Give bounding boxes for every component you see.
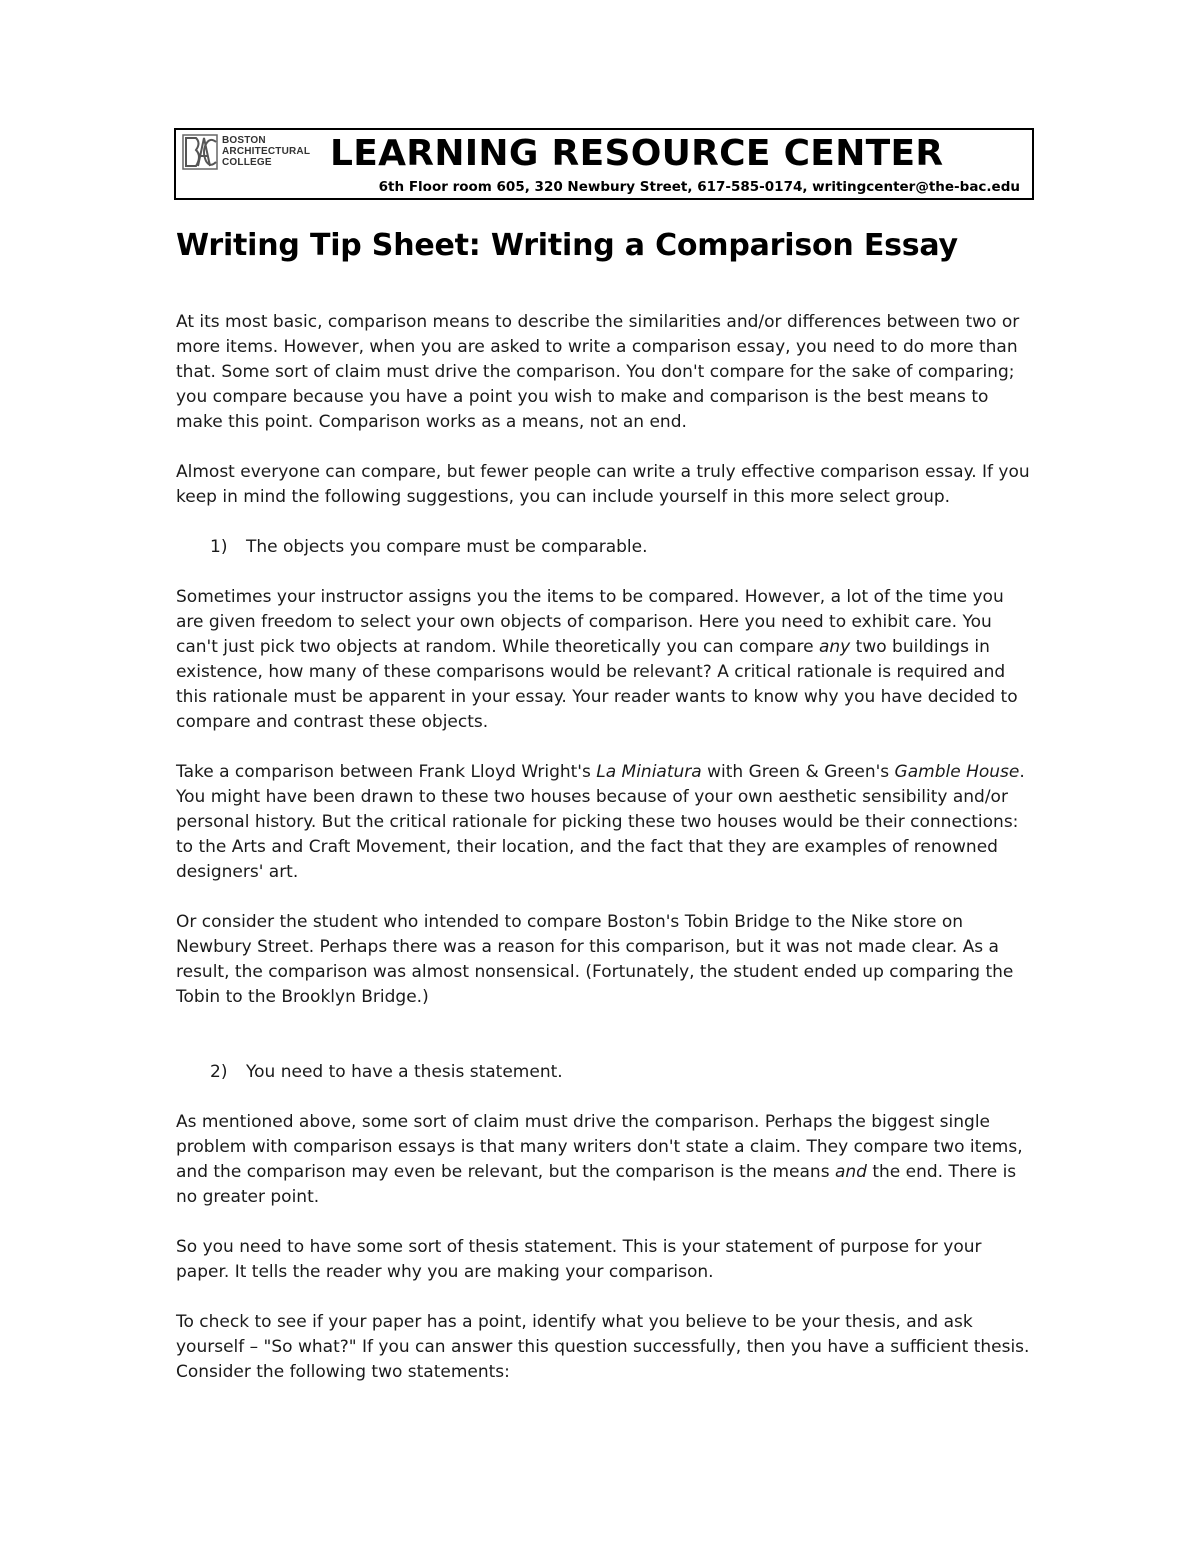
- list-item-number: 2): [210, 1062, 228, 1082]
- center-title: LEARNING RESOURCE CENTER: [330, 133, 944, 174]
- item2-paragraph-2: So you need to have some sort of thesis statement. This is your statement of purpose for your paper. It tells the reader why you are making your comparison.: [176, 1237, 982, 1282]
- document-title: Writing Tip Sheet: Writing a Comparison Essay: [176, 228, 958, 263]
- item2-paragraph-1: As mentioned above, some sort of claim must drive the comparison. Perhaps the biggest single problem with comparison essays is that many writers don't state a claim. They compare two items, and the comparison may even be relevant, but the comparison is the means and the end. There is no greater point.: [176, 1112, 1023, 1207]
- item1-paragraph-3: Or consider the student who intended to compare Boston's Tobin Bridge to the Nike store on Newbury Street. Perhaps there was a reason for this comparison, but it was not made clear. As a result, the comparison was almost nonsensical. (Fortunately, the student ended up comparing the Tobin to the Brooklyn Bridge.): [176, 912, 1014, 1007]
- center-contact-info: 6th Floor room 605, 320 Newbury Street, 617-585-0174, writingcenter@the-bac.edu: [378, 179, 1020, 195]
- bac-logo-icon: [182, 134, 218, 170]
- logo-text: BOSTON ARCHITECTURAL COLLEGE: [222, 135, 311, 168]
- item1-paragraph-2: Take a comparison between Frank Lloyd Wright's La Miniatura with Green & Green's Gamble House. You might have been drawn to these two houses because of your own aesthetic sensibility and/or personal history. But the critical rationale for picking these two houses would be their connections: to the Arts and Craft Movement, their location, and the fact that they are examples of renowned designers' art.: [176, 762, 1025, 882]
- list-item-2: [210, 1060, 1032, 1085]
- intro-paragraph-1: At its most basic, comparison means to describe the similarities and/or differences between two or more items. However, when you are asked to write a comparison essay, you need to do more than that. Some sort of claim must drive the comparison. You don't compare for the sake of comparing; you compare because you have a point you wish to make and comparison is the best means to make this point. Comparison works as a means, not an end.: [176, 312, 1020, 432]
- header-box: [174, 128, 1034, 200]
- section-spacer: [176, 1035, 1032, 1060]
- list-item-heading: You need to have a thesis statement.: [246, 1062, 563, 1082]
- college-logo: [182, 134, 332, 170]
- list-item-heading: The objects you compare must be comparable.: [246, 537, 648, 557]
- item2-paragraph-3: To check to see if your paper has a point, identify what you believe to be your thesis, and ask yourself – "So what?" If you can answer this question successfully, then you have a sufficient thesis. Consider the following two statements:: [176, 1312, 1030, 1382]
- list-item-number: 1): [210, 537, 228, 557]
- list-item-1: [210, 535, 1032, 560]
- item1-paragraph-1: Sometimes your instructor assigns you the items to be compared. However, a lot of the time you are given freedom to select your own objects of comparison. Here you need to exhibit care. You can't just pick two objects at random. While theoretically you can compare any two buildings in existence, how many of these comparisons would be relevant? A critical rationale is required and this rationale must be apparent in your essay. Your reader wants to know why you have decided to compare and contrast these objects.: [176, 587, 1018, 732]
- document-body: [176, 310, 1032, 1410]
- intro-paragraph-2: Almost everyone can compare, but fewer people can write a truly effective comparison essay. If you keep in mind the following suggestions, you can include yourself in this more select group.: [176, 462, 1030, 507]
